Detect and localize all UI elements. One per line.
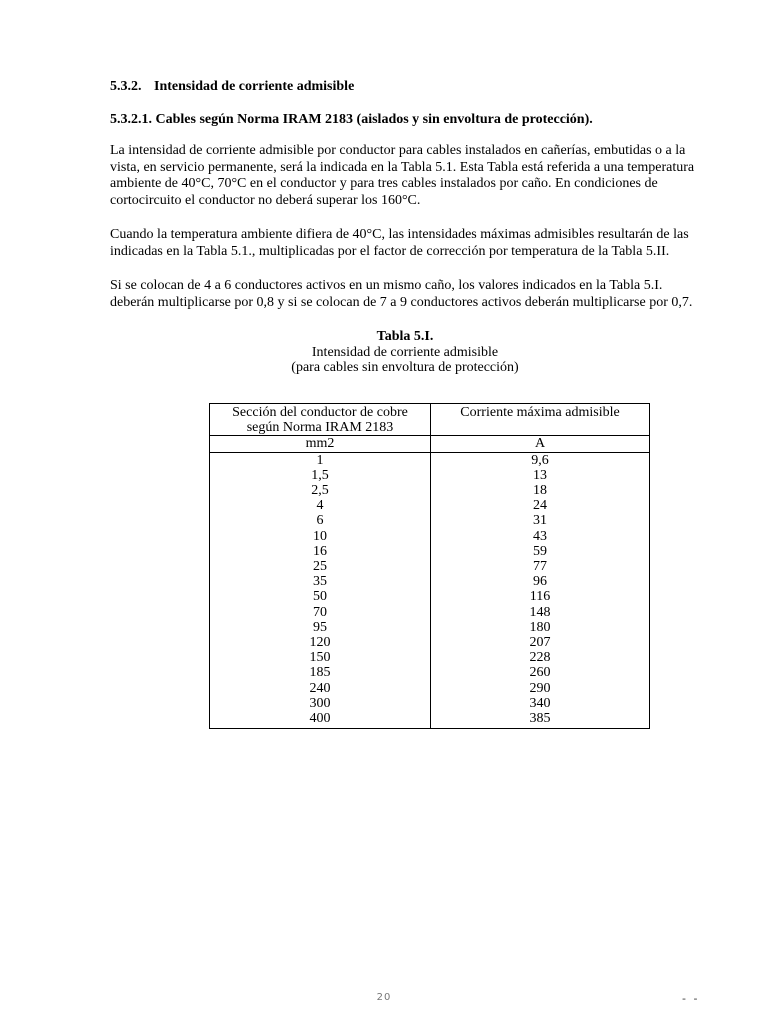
table-row	[210, 650, 650, 665]
section-heading	[110, 78, 700, 96]
cell-section: 2,5	[210, 483, 431, 498]
table-subtitle-note: (para cables sin envoltura de protección)	[291, 360, 519, 375]
unit-current: A	[431, 436, 650, 452]
header-section	[210, 404, 431, 436]
table-row	[210, 696, 650, 711]
paragraph-3: Si se colocan de 4 a 6 conductores activos en un mismo caño, los valores indicados en la Tabla 5.I. deberán multiplicarse por 0,8 y si se colocan de 7 a 9 conductores activos deberán multiplicarse por 0,7.	[110, 278, 693, 310]
unit-section: mm2	[210, 436, 431, 452]
table-header-row	[210, 404, 650, 436]
cell-section: 70	[210, 605, 431, 620]
cell-section: 16	[210, 544, 431, 559]
table-title: Tabla 5.I.	[376, 329, 434, 344]
table-row	[210, 529, 650, 544]
cell-section: 240	[210, 681, 431, 696]
table-row	[210, 635, 650, 650]
table-row	[210, 468, 650, 483]
cell-current: 31	[431, 513, 650, 528]
cell-section: 185	[210, 665, 431, 680]
table-row	[210, 589, 650, 604]
table-units-row	[210, 436, 650, 452]
cell-current: 43	[431, 529, 650, 544]
cell-section: 1,5	[210, 468, 431, 483]
cell-section: 4	[210, 498, 431, 513]
table-row	[210, 681, 650, 696]
section-number: 5.3.2.	[110, 79, 142, 94]
cell-section: 300	[210, 696, 431, 711]
header-current: Corriente máxima admisible	[431, 404, 650, 436]
table-row	[210, 605, 650, 620]
header-section-line1: Sección del conductor de cobre	[232, 405, 408, 420]
paragraph-1: La intensidad de corriente admisible por conductor para cables instalados en cañerías, embutidas o a la vista, en servicio permanente, será la indicada en la Tabla 5.1. Esta Tabla está referida a una temperatura ambiente de 40°C, 70°C en el conductor y para tres cables instalados por caño. En condiciones de cortocircuito el conductor no deberá superar los 160°C.	[110, 143, 695, 208]
subsection-heading: 5.3.2.1. Cables según Norma IRAM 2183 (aislados y sin envoltura de protección).	[110, 112, 593, 127]
page-number: 20	[376, 992, 392, 1003]
cell-current: 116	[431, 589, 650, 604]
table-row	[210, 711, 650, 729]
table-row	[210, 665, 650, 680]
table-row	[210, 483, 650, 498]
cell-current: 77	[431, 559, 650, 574]
cell-current: 18	[431, 483, 650, 498]
cell-section: 6	[210, 513, 431, 528]
cell-current: 385	[431, 711, 650, 729]
cell-section: 1	[210, 452, 431, 468]
cell-section: 25	[210, 559, 431, 574]
cell-current: 180	[431, 620, 650, 635]
table-row	[210, 574, 650, 589]
cell-section: 50	[210, 589, 431, 604]
table-subtitle: Intensidad de corriente admisible	[311, 344, 499, 360]
document-page	[110, 78, 700, 376]
paragraph-2: Cuando la temperatura ambiente difiera de 40°C, las intensidades máximas admisibles resultarán de las indicadas en la Tabla 5.1., multiplicadas por el factor de corrección por temperatura de la Tabla 5.II.	[110, 227, 689, 259]
section-title: Intensidad de corriente admisible	[154, 79, 355, 94]
cell-current: 228	[431, 650, 650, 665]
ampacity-table	[209, 403, 650, 729]
cell-section: 35	[210, 574, 431, 589]
cell-current: 290	[431, 681, 650, 696]
cell-current: 207	[431, 635, 650, 650]
table-row	[210, 544, 650, 559]
cell-section: 400	[210, 711, 431, 729]
cell-section: 150	[210, 650, 431, 665]
footer-marks: - -	[682, 992, 700, 1005]
table-caption	[110, 329, 700, 376]
cell-section: 120	[210, 635, 431, 650]
cell-current: 148	[431, 605, 650, 620]
cell-current: 260	[431, 665, 650, 680]
table-row	[210, 498, 650, 513]
table-row	[210, 452, 650, 468]
cell-section: 10	[210, 529, 431, 544]
cell-section: 95	[210, 620, 431, 635]
table-row	[210, 620, 650, 635]
cell-current: 96	[431, 574, 650, 589]
cell-current: 24	[431, 498, 650, 513]
table-row	[210, 559, 650, 574]
cell-current: 340	[431, 696, 650, 711]
header-section-line2: según Norma IRAM 2183	[246, 420, 394, 436]
cell-current: 13	[431, 468, 650, 483]
cell-current: 59	[431, 544, 650, 559]
table-row	[210, 513, 650, 528]
table-body	[210, 452, 650, 729]
cell-current: 9,6	[431, 452, 650, 468]
